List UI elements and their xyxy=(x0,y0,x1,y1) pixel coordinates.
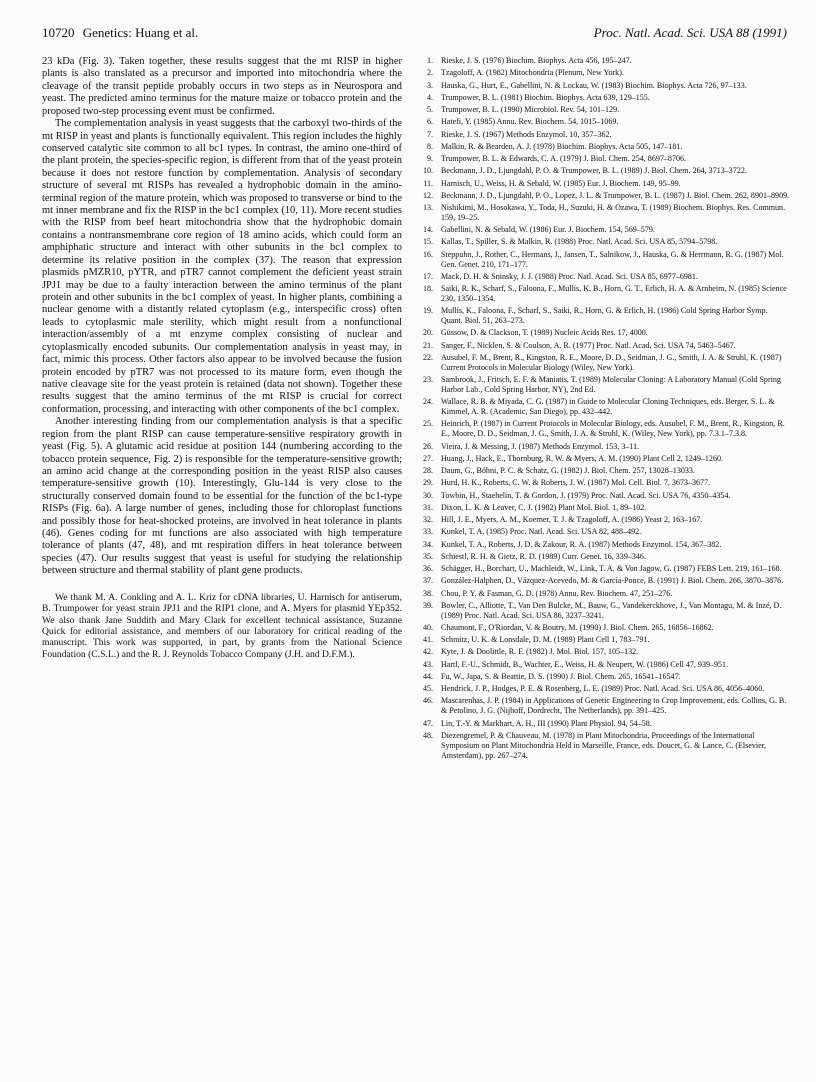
reference-number: 18. xyxy=(422,284,433,294)
reference-number: 3. xyxy=(426,80,433,90)
reference-number: 46. xyxy=(422,696,433,706)
reference-item xyxy=(418,341,790,351)
reference-text: Trumpower, B. L. & Edwards, C. A. (1979) J. Biol. Chem. 254, 8697–8706. xyxy=(441,154,687,163)
reference-number: 14. xyxy=(422,225,433,235)
reference-number: 1. xyxy=(426,56,433,65)
reference-number: 7. xyxy=(426,129,433,139)
reference-number: 43. xyxy=(422,659,433,669)
reference-number: 19. xyxy=(422,306,433,316)
reference-item xyxy=(418,731,790,761)
reference-number: 40. xyxy=(422,622,433,632)
reference-text: Heinrich, P. (1987) in Current Protocols in Molecular Biology, eds. Ausubel, F. M., Brent, R., Kingston, R. E., Moore, D. D., Seidman, J. G., Smith, J. A. & Struhl, K. (Wiley, New York), pp. 7.3.1–7.3.8. xyxy=(441,419,785,439)
journal-citation: Proc. Natl. Acad. Sci. USA 88 (1991) xyxy=(593,25,787,40)
reference-list xyxy=(418,56,790,761)
reference-text: Hurd, H. K., Roberts, C. W. & Roberts, J. W. (1987) Mol. Cell. Biol. 7, 3673–3677. xyxy=(441,478,711,488)
reference-item xyxy=(418,353,790,373)
reference-text: Kallas, T., Spiller, S. & Malkin, R. (1988) Proc. Natl. Acad. Sci. USA 85, 5794–5798. xyxy=(441,237,718,247)
reference-number: 39. xyxy=(422,600,433,610)
reference-text: Chou, P. Y. & Fasman, G. D. (1978) Annu. Rev. Biochem. 47, 251–276. xyxy=(441,588,673,598)
body-paragraph: Another interesting finding from our complementation analysis is that a specific region from the plant RISP can cause temperature-sensitive respiratory growth in yeast (Fig. 5). A glutamic acid residue at position 144 (numbering according to the tobacco protein sequence, Fig. 2) is responsible for the temperature-sensitive growth; an amino acid change at the corresponding position in the yeast RISP also causes temperature-sensitive growth (10). Interestingly, Glu-144 is very close to the structurally conserved domain found to be essential for the function of the bc1-type RISPs (Fig. 6a). A large number of genes, including those for chloroplast functions and possibly those for heat-shocked proteins, are involved in heat tolerance in plants (46). Genes coding for mt functions are also associated with high temperature tolerance of plants (47, 48), and mt respiration differs in heat tolerance between species (47). Our results suggest that yeast is useful for studying the relationship between structure and thermal stability of plant gene products. xyxy=(42,416,402,577)
reference-text: Ausubel, F. M., Brent, R., Kingston, R. E., Moore, D. D., Seidman, J. G., Smith, J. A. & Struhl, K. (1987) Current Protocols in Molecular Biology (Wiley, New York). xyxy=(441,352,782,372)
reference-number: 34. xyxy=(422,539,433,549)
reference-number: 36. xyxy=(422,564,433,573)
reference-item xyxy=(418,225,790,235)
reference-text: Huang, J., Hack, E., Thornburg, R. W. & Myers, A. M. (1990) Plant Cell 2, 1249–1260. xyxy=(441,453,724,463)
reference-text: Hill, J. E., Myers, A. M., Koerner, T. J. & Tzagoloff, A. (1986) Yeast 2, 163–167. xyxy=(441,515,703,524)
reference-text: Schmitz, U. K. & Lonsdale, D. M. (1989) Plant Cell 1, 783–791. xyxy=(441,635,650,645)
reference-text: Towbin, H., Staehelin, T. & Gordon, J. (1979) Proc. Natl. Acad. Sci. USA 76, 4350–4354. xyxy=(441,490,731,500)
reference-item xyxy=(418,442,790,452)
reference-text: Rieske, J. S. (1967) Methods Enzymol. 10, 357–362. xyxy=(441,129,612,139)
reference-item xyxy=(418,142,790,152)
reference-number: 25. xyxy=(422,419,433,429)
reference-text: Saiki, R. K., Scharf, S., Faloona, F., Mullis, K. B., Horn, G. T., Erlich, H. A. & Arnheim, N. (1985) Science 230, 1350–1354. xyxy=(441,284,787,303)
reference-item xyxy=(418,130,790,140)
reference-item xyxy=(418,589,790,599)
reference-number: 2. xyxy=(426,68,433,78)
reference-number: 41. xyxy=(422,635,433,645)
reference-number: 17. xyxy=(422,271,433,281)
reference-text: Trumpower, B. L. (1981) Biochim. Biophys. Acta 639, 129–155. xyxy=(441,92,650,102)
reference-item xyxy=(418,191,790,201)
reference-text: Trumpower, B. L. (1990) Microbiol. Rev. 54, 101–129. xyxy=(441,105,620,114)
reference-text: Schägger, H., Borchart, U., Machleidt, W., Link, T. A. & Von Jagow, G. (1987) FEBS Lett. 219, 161–168. xyxy=(441,564,782,573)
reference-item xyxy=(418,660,790,670)
reference-number: 24. xyxy=(422,397,433,407)
reference-number: 23. xyxy=(422,375,433,385)
reference-item xyxy=(418,203,790,223)
reference-item xyxy=(418,250,790,270)
reference-number: 20. xyxy=(422,328,433,338)
reference-number: 35. xyxy=(422,551,433,561)
reference-text: Dixon, L. K. & Leaver, C. J. (1982) Plant Mol. Biol. 1, 89–102. xyxy=(441,502,647,512)
reference-item xyxy=(418,503,790,513)
reference-text: Sambrook, J., Fritsch, E. F. & Maniatis, T. (1989) Molecular Cloning: A Laboratory Manual (Cold Spring Harbor Lab., Cold Spring Harbor, NY), 2nd Ed. xyxy=(441,375,781,394)
reference-text: Mack, D. H. & Sninsky, J. J. (1988) Proc. Natl. Acad. Sci. USA 85, 6977–6981. xyxy=(441,271,698,281)
reference-number: 45. xyxy=(422,684,433,694)
reference-number: 38. xyxy=(422,588,433,598)
reference-text: Hatefi, Y. (1985) Annu. Rev. Biochem. 54, 1015–1069. xyxy=(441,117,619,127)
reference-text: Schiestl, R. H. & Gietz, R. D. (1989) Curr. Genet. 16, 339–346. xyxy=(441,551,646,561)
reference-item xyxy=(418,237,790,247)
reference-text: Kyte, J. & Doolittle, R. F. (1982) J. Mol. Biol. 157, 105–132. xyxy=(441,647,639,657)
reference-text: Mascarenhas, J. P. (1984) in Applications of Genetic Engineering to Crop Improvement, eds. Collins, G. B. & Petolino, J. G. (Nijhoff, Dordrecht, The Netherlands), pp. 391–425. xyxy=(441,696,787,716)
reference-number: 32. xyxy=(422,515,433,524)
reference-item xyxy=(418,623,790,633)
reference-item xyxy=(418,564,790,574)
reference-item xyxy=(418,93,790,103)
reference-item xyxy=(418,576,790,586)
reference-text: Rieske, J. S. (1976) Biochim. Biophys. Acta 456, 195–247. xyxy=(441,56,632,65)
reference-text: Beckmann, J. D., Ljungdahl, P. O. & Trumpower, B. L. (1989) J. Biol. Chem. 264, 3713–3722. xyxy=(441,166,747,176)
reference-item xyxy=(418,540,790,550)
reference-number: 26. xyxy=(422,441,433,451)
reference-number: 47. xyxy=(422,718,433,728)
reference-item xyxy=(418,684,790,694)
reference-item xyxy=(418,328,790,338)
reference-item xyxy=(418,647,790,657)
reference-number: 33. xyxy=(422,527,433,537)
reference-number: 31. xyxy=(422,502,433,512)
reference-text: Gabellini, N. & Sebald, W. (1986) Eur. J. Biochem. 154, 569–579. xyxy=(441,225,655,235)
reference-item xyxy=(418,601,790,621)
acknowledgments: We thank M. A. Conkling and A. L. Kriz for cDNA libraries, U. Harnisch for antiserum, B. Trumpower for yeast strain JPJ1 and the RIP1 clone, and A. Myers for plasmid YEp352. We also thank Jane Suddith and Mary Clark for excellent technical assistance, Suzanne Quick for editorial assistance, and members of our laboratory for critical reading of the manuscript. This work was supported, in part, by grants from the National Science Foundation (C.S.L.) and the R. J. Reynolds Tobacco Company (J.H. and D.F.M.). xyxy=(42,591,402,660)
reference-item xyxy=(418,272,790,282)
reference-number: 27. xyxy=(422,453,433,463)
reference-item xyxy=(418,56,790,66)
reference-number: 13. xyxy=(422,203,433,212)
reference-text: Güssow, D. & Clackson, T. (1989) Nucleic Acids Res. 17, 4000. xyxy=(441,328,648,338)
body-paragraph: The complementation analysis in yeast suggests that the carboxyl two-thirds of the mt RISP in yeast and plants is functionally equivalent. This region includes the highly conserved catalytic site common to all bc1 types. In contrast, the amino one-third of the plant protein, the species-specific region, is different from that of the yeast protein because it does not restore function by complementation. Analysis of secondary structure of several mt RISPs has revealed a hydrophobic domain in the amino-terminal region of the mature protein, which was proposed to transverse or bind to the mt inner membrane and fix the RISP in the bc1 complex (10, 11). More recent studies with the RISP from beef heart mitochondria show that the hydrophobic domain contains a nontransmembrane core region of 18 amino acids, which could form an amphiphatic structure and interact with other subunits in the bc1 complex to determine its relative position in the complex (37). The reason that expression plasmids pMZR10, pYTR, and pTR7 cannot complement the deficient yeast strain JPJ1 may be due to a faulty interaction between the amino terminus of the plant protein and other subunits in the bc1 complex of yeast. In higher plants, combining a nuclear genome with a distantly related cytoplasm (e.g., interspecific cross) often leads to cytoplasmic male sterility, which might result from a nonfunctional interaction/assembly of a mt enzyme complex consisting of nuclear and cytoplasmically encoded subunits. Our complementation analysis in yeast may, in fact, mimic this process. Other factors also appear to be involved because the fusion protein encoded by pTR7 was not processed to its mature form, even though the native cleavage site for the yeast protein is retained (data not shown). Together these results suggest that the amino terminus of the mt RISP is crucial for correct conformation, processing, and interacting with other components of the bc1 complex. xyxy=(42,118,402,415)
reference-item xyxy=(418,306,790,326)
reference-item xyxy=(418,81,790,91)
reference-number: 8. xyxy=(426,141,433,151)
reference-number: 15. xyxy=(422,237,433,247)
reference-item xyxy=(418,552,790,562)
reference-number: 5. xyxy=(426,105,433,114)
reference-number: 21. xyxy=(422,340,433,350)
reference-item xyxy=(418,419,790,439)
reference-text: Steppuhn, J., Rother, C., Hermans, J., Jansen, T., Salnikow, J., Hauska, G. & Herrmann, R. G. (1987) Mol. Gen. Genet. 210, 171–177. xyxy=(441,249,784,269)
page-header xyxy=(42,24,787,42)
reference-number: 4. xyxy=(426,92,433,102)
reference-text: Tzagoloff, A. (1982) Mitochondria (Plenum, New York). xyxy=(441,68,624,78)
reference-item xyxy=(418,527,790,537)
reference-text: Nishikimi, M., Hosokawa, Y., Toda, H., Suzuki, H. & Ozawa, T. (1989) Biochem. Biophys. Res. Commun. 159, 19–25. xyxy=(441,203,786,222)
reference-text: Hendrick, J. P., Hodges, P. E. & Rosenberg, L. E. (1989) Proc. Natl. Acad. Sci. USA 86, 4056–4060. xyxy=(441,684,765,694)
reference-number: 48. xyxy=(422,730,433,740)
reference-item xyxy=(418,672,790,682)
reference-number: 22. xyxy=(422,352,433,362)
reference-text: Lin, T.-Y. & Markhart, A. H., III (1990) Plant Physiol. 94, 54–58. xyxy=(441,718,652,728)
reference-number: 37. xyxy=(422,576,433,586)
reference-item xyxy=(418,454,790,464)
reference-item xyxy=(418,117,790,127)
page-number: 10720 xyxy=(42,25,75,40)
reference-number: 11. xyxy=(423,178,433,188)
reference-number: 42. xyxy=(422,647,433,657)
reference-text: Kunkel, T. A., Roberts, J. D. & Zakour, R. A. (1987) Methods Enzymol. 154, 367–382. xyxy=(441,539,722,549)
reference-number: 9. xyxy=(426,154,433,163)
reference-text: Mullis, K., Faloona, F., Scharf, S., Saiki, R., Horn, G. & Erlich, H. (1986) Cold Spring Harbor Symp. Quant. Biol. 51, 263–273. xyxy=(441,306,768,326)
reference-item xyxy=(418,154,790,164)
reference-text: Bowler, C., Alliotte, T., Van Den Bulcke, M., Bauw, G., Vandekerckhove, J., Van Montagu, M. & Inzé, D. (1989) Proc. Natl. Acad. Sci. USA 86, 3237–3241. xyxy=(441,600,782,620)
reference-item xyxy=(418,179,790,189)
reference-number: 28. xyxy=(422,466,433,475)
running-title: Genetics: Huang et al. xyxy=(82,25,199,40)
reference-number: 16. xyxy=(422,249,433,259)
reference-item xyxy=(418,105,790,115)
reference-text: Beckmann, J. D., Ljungdahl, P. O., Lopez, J. L. & Trumpower, B. L. (1987) J. Biol. Chem. 262, 8901–8909. xyxy=(441,190,790,200)
header-left xyxy=(42,24,198,42)
reference-text: Fu, W., Japa, S. & Beattie, D. S. (1990) J. Biol. Chem. 265, 16541–16547. xyxy=(441,671,681,681)
reference-item xyxy=(418,166,790,176)
reference-item xyxy=(418,466,790,476)
reference-text: Daum, G., Böhni, P. C. & Schatz, G. (1982) J. Biol. Chem. 257, 13028–13033. xyxy=(441,466,695,475)
references-column xyxy=(418,56,790,763)
reference-text: Diezengremel, P. & Chauveau, M. (1978) in Plant Mitochondria, Proceedings of the International Symposium on Plant Mitochondria Held in Marseille, France, eds. Doucet, G. & Lance, C. (Elsevier, Amsterdam), pp. 267–274. xyxy=(441,730,767,760)
reference-text: Hartl, F.-U., Schmidt, B., Wachter, E., Weiss, H. & Neupert, W. (1986) Cell 47, 939–951. xyxy=(441,659,729,669)
reference-number: 44. xyxy=(422,671,433,681)
reference-item xyxy=(418,515,790,525)
reference-text: Sanger, F., Nicklen, S. & Coulson, A. R. (1977) Proc. Natl. Acad. Sci. USA 74, 5463–5467. xyxy=(441,340,736,350)
reference-item xyxy=(418,375,790,395)
reference-item xyxy=(418,397,790,417)
reference-text: Chaumont, F., O'Riordan, V. & Boutry, M. (1990) J. Biol. Chem. 265, 16856–16862. xyxy=(441,622,714,632)
reference-number: 6. xyxy=(426,117,433,127)
reference-text: Malkin, R. & Bearden, A. J. (1978) Biochim. Biophys. Acta 505, 147–181. xyxy=(441,141,683,151)
reference-item xyxy=(418,284,790,304)
reference-text: Kunkel, T. A. (1985) Proc. Natl. Acad. Sci. USA 82, 488–492. xyxy=(441,527,642,537)
reference-item xyxy=(418,696,790,716)
reference-item xyxy=(418,719,790,729)
reference-number: 29. xyxy=(422,478,433,488)
reference-text: González-Halphen, D., Vázquez-Acevedo, M. & García-Ponce, B. (1991) J. Biol. Chem. 266, 3870–3876. xyxy=(441,576,784,586)
reference-item xyxy=(418,478,790,488)
reference-number: 12. xyxy=(422,190,433,200)
reference-number: 10. xyxy=(422,166,433,176)
reference-item xyxy=(418,68,790,78)
reference-text: Wallace, R. B. & Miyada, C. G. (1987) in Guide to Molecular Cloning Techniques, eds. Berger, S. L. & Kimmel, A. R. (Academic, San Diego), pp. 432–442. xyxy=(441,397,775,417)
reference-text: Vieira, J. & Messing, J. (1987) Methods Enzymol. 153, 3–11. xyxy=(441,441,640,451)
reference-text: Harnisch, U., Weiss, H. & Sebald, W. (1985) Eur. J. Biochem. 149, 95–99. xyxy=(441,178,681,188)
reference-item xyxy=(418,635,790,645)
reference-text: Hauska, G., Hurt, E., Gabellini, N. & Lockau, W. (1983) Biochim. Biophys. Acta 726, 97–133. xyxy=(441,80,747,90)
body-text-column xyxy=(42,56,402,660)
body-paragraph: 23 kDa (Fig. 3). Taken together, these results suggest that the mt RISP in higher plants is also translated as a precursor and imported into mitochondria where the cleavage of the transit peptide probably occurs in two steps as in Neurospora and yeast. The predicted amino terminus for the mature maize or tobacco protein and the proposed two-step processing event must be confirmed. xyxy=(42,56,402,117)
reference-number: 30. xyxy=(422,490,433,500)
reference-item xyxy=(418,491,790,501)
